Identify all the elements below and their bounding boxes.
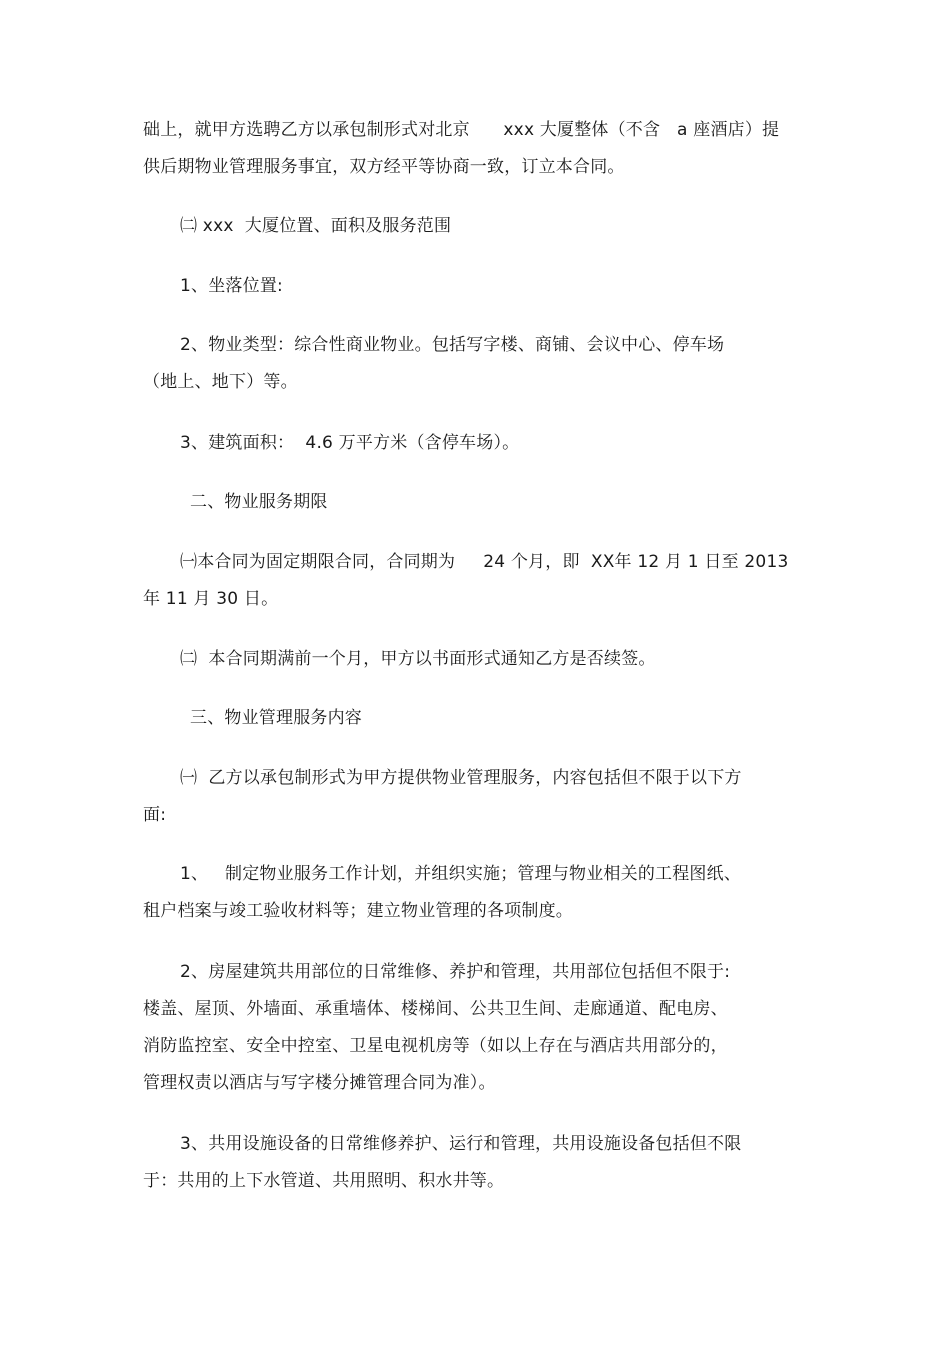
paragraph-line: ㈠ 乙方以承包制形式为甲方提供物业管理服务，内容包括但不限于以下方 bbox=[180, 768, 742, 788]
paragraph-line: 管理权责以酒店与写字楼分摊管理合同为准）。 bbox=[143, 1073, 496, 1093]
paragraph-line: ㈠本合同为固定期限合同，合同期为 24 个月，即 XX年 12 月 1 日至 2013 bbox=[180, 552, 789, 572]
paragraph-line: 2、物业类型：综合性商业物业。包括写字楼、商铺、会议中心、停车场 bbox=[180, 335, 725, 355]
paragraph-line: 租户档案与竣工验收材料等；建立物业管理的各项制度。 bbox=[143, 901, 573, 921]
section-heading: 三、物业管理服务内容 bbox=[190, 708, 362, 728]
paragraph-line: 础上，就甲方选聘乙方以承包制形式对北京 xxx 大厦整体（不含 a 座酒店）提 bbox=[143, 120, 780, 140]
paragraph-line: 3、共用设施设备的日常维修养护、运行和管理，共用设施设备包括但不限 bbox=[180, 1134, 742, 1154]
paragraph-line: 1、 制定物业服务工作计划，并组织实施；管理与物业相关的工程图纸、 bbox=[180, 864, 742, 884]
section-heading: 二、物业服务期限 bbox=[190, 492, 328, 512]
paragraph-line: 1、坐落位置: bbox=[180, 276, 283, 296]
section-heading: ㈡ xxx 大厦位置、面积及服务范围 bbox=[180, 216, 452, 236]
paragraph-line: 楼盖、屋顶、外墙面、承重墙体、楼梯间、公共卫生间、走廊通道、配电房、 bbox=[143, 999, 728, 1019]
paragraph-line: 于：共用的上下水管道、共用照明、积水井等。 bbox=[143, 1171, 505, 1191]
paragraph-line: 面: bbox=[143, 805, 167, 825]
paragraph-line: 年 11 月 30 日。 bbox=[143, 589, 279, 609]
paragraph-line: 3、建筑面积： 4.6 万平方米（含停车场）。 bbox=[180, 433, 520, 453]
paragraph-line: ㈡ 本合同期满前一个月，甲方以书面形式通知乙方是否续签。 bbox=[180, 649, 656, 669]
paragraph-line: （地上、地下）等。 bbox=[143, 372, 298, 392]
paragraph-line: 2、房屋建筑共用部位的日常维修、养护和管理，共用部位包括但不限于: bbox=[180, 962, 731, 982]
paragraph-line: 供后期物业管理服务事宜，双方经平等协商一致，订立本合同。 bbox=[143, 157, 625, 177]
paragraph-line: 消防监控室、安全中控室、卫星电视机房等（如以上存在与酒店共用部分的， bbox=[143, 1036, 728, 1056]
